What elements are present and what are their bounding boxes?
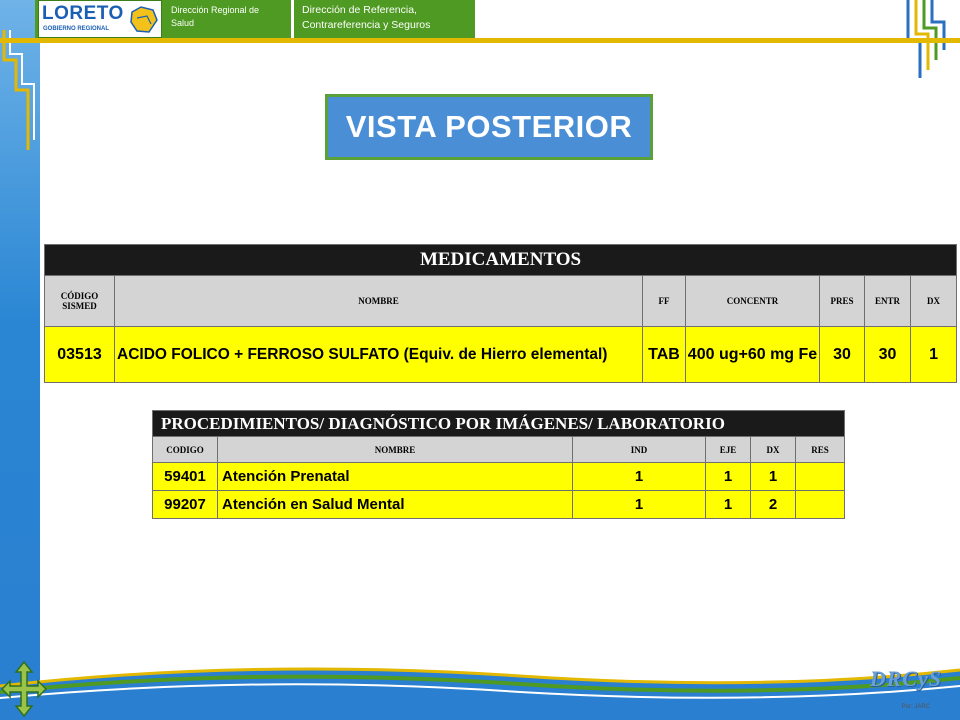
table-row [45, 327, 957, 383]
medicamentos-caption: MEDICAMENTOS [45, 245, 957, 276]
table-row [153, 491, 845, 519]
column-header: NOMBRE [115, 276, 643, 327]
table-cell-code: 99207 [153, 491, 218, 519]
table-header-row [45, 276, 957, 327]
column-header: IND [573, 437, 706, 463]
procedimientos-caption: PROCEDIMIENTOS/ DIAGNÓSTICO POR IMÁGENES/ LABORATORIO [153, 411, 845, 437]
table-cell-eje: 1 [706, 463, 751, 491]
column-header: RES [796, 437, 845, 463]
column-header: DX [751, 437, 796, 463]
table-cell-name: ACIDO FOLICO + FERROSO SULFATO (Equiv. de Hierro elemental) [115, 327, 643, 383]
column-header: DX [911, 276, 957, 327]
column-header: EJE [706, 437, 751, 463]
column-header: CONCENTR [686, 276, 820, 327]
column-header: ENTR [865, 276, 911, 327]
logo-subtitle: GOBIERNO REGIONAL [43, 26, 110, 32]
table-cell-ind: 1 [573, 463, 706, 491]
table-row [153, 463, 845, 491]
column-header: PRES [820, 276, 865, 327]
table-cell-code: 03513 [45, 327, 115, 383]
table-cell-entr: 30 [865, 327, 911, 383]
direccion-referencia-box [291, 0, 474, 38]
table-cell-name: Atención Prenatal [218, 463, 573, 491]
table-cell-res [796, 463, 845, 491]
column-header: NOMBRE [218, 437, 573, 463]
title-box [325, 94, 653, 160]
table-cell-ff: TAB [643, 327, 686, 383]
table-cell-eje: 1 [706, 491, 751, 519]
logo-word: LORETO [42, 3, 124, 24]
direccion-referencia-label: Dirección de Referencia, Contrareferencia y Seguros [302, 4, 431, 31]
table-cell-pres: 30 [820, 327, 865, 383]
table-cell-ind: 1 [573, 491, 706, 519]
page-title: VISTA POSTERIOR [345, 109, 633, 144]
bottom-wave-decoration [0, 640, 960, 720]
column-header: CÓDIGO SISMED [45, 276, 115, 327]
drcys-brand: DRCyS [869, 666, 942, 691]
column-header: CODIGO [153, 437, 218, 463]
column-header: FF [643, 276, 686, 327]
table-cell-dx: 1 [751, 463, 796, 491]
table-cell-dx: 2 [751, 491, 796, 519]
table-cell-code: 59401 [153, 463, 218, 491]
table-header-row [153, 437, 845, 463]
footer-credit: Por: JARC [901, 704, 930, 710]
procedimientos-table [152, 410, 845, 519]
direccion-regional-label: Dirección Regional de Salud [171, 5, 260, 28]
loreto-logo [38, 0, 162, 38]
table-cell-res [796, 491, 845, 519]
table-cell-concentr: 400 ug+60 mg Fe [686, 327, 820, 383]
four-way-arrow-icon [0, 660, 48, 718]
map-emblem-icon [129, 4, 159, 36]
table-cell-dx: 1 [911, 327, 957, 383]
table-cell-name: Atención en Salud Mental [218, 491, 573, 519]
medicamentos-table [44, 244, 957, 383]
header-divider [0, 38, 960, 43]
left-corner-decoration [0, 30, 42, 170]
